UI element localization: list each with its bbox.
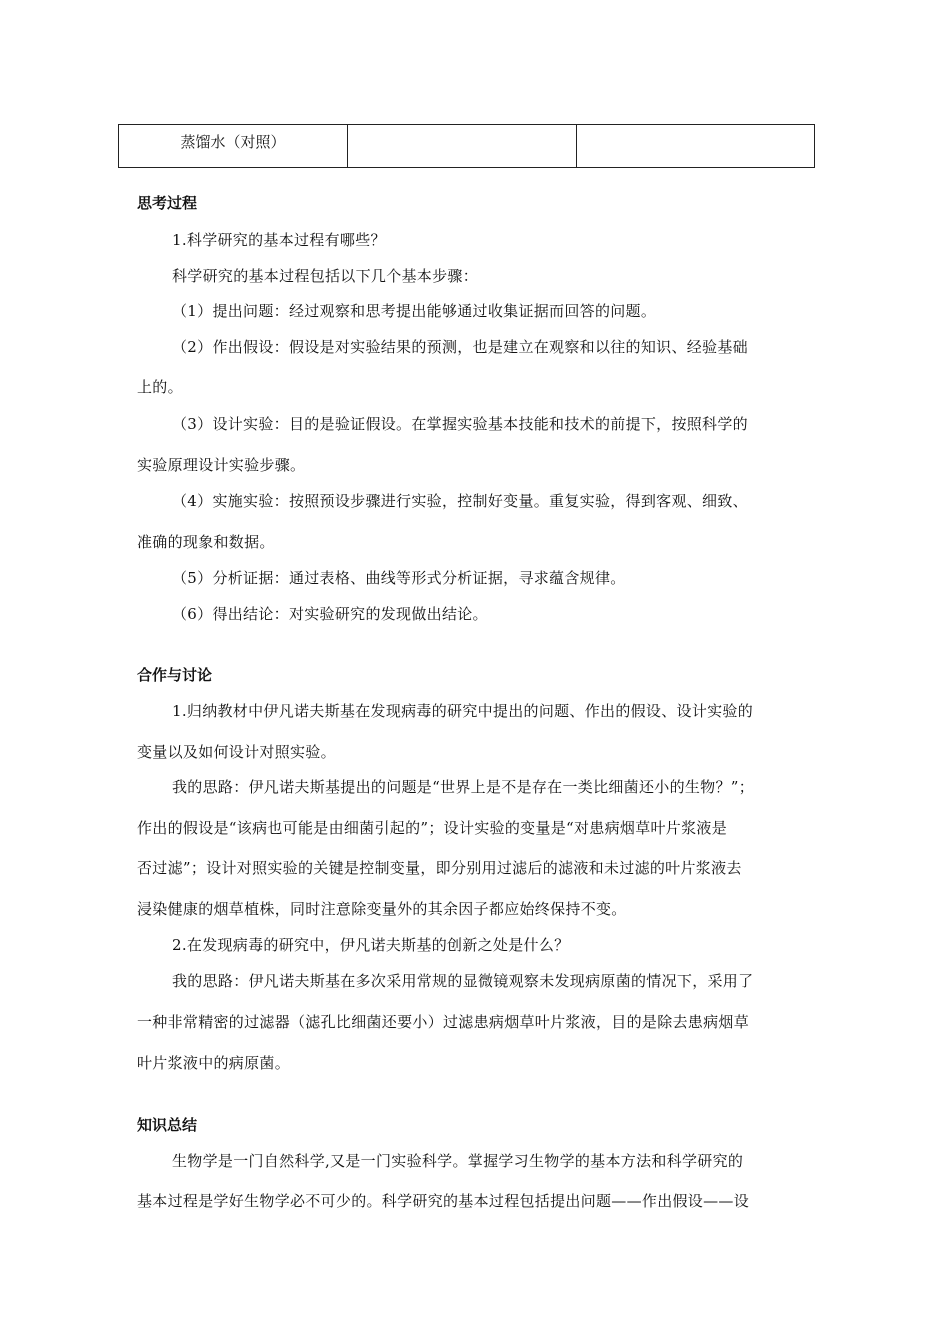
- table-cell: [577, 125, 815, 168]
- paragraph-line: 一种非常精密的过滤器（滤孔比细菌还要小）过滤患病烟草叶片浆液，目的是除去患病烟草: [137, 1013, 750, 1031]
- paragraph-line: 否过滤”；设计对照实验的关键是控制变量，即分别用过滤后的滤液和未过滤的叶片浆液去: [137, 859, 742, 877]
- paragraph-line: 实验原理设计实验步骤。: [137, 456, 306, 474]
- paragraph-line: 叶片浆液中的病原菌。: [137, 1054, 291, 1072]
- paragraph-line: 2.在发现病毒的研究中，伊凡诺夫斯基的创新之处是什么？: [172, 936, 570, 954]
- paragraph-line: 我的思路：伊凡诺夫斯基在多次采用常规的显微镜观察未发现病原菌的情况下，采用了: [172, 972, 754, 990]
- section-heading-summary: 知识总结: [137, 1116, 198, 1134]
- section-heading-discussion: 合作与讨论: [137, 666, 213, 684]
- paragraph-line: （3）设计实验：目的是验证假设。在掌握实验基本技能和技术的前提下，按照科学的: [172, 415, 748, 433]
- experiment-table: [118, 124, 815, 168]
- paragraph-line: 作出的假设是“该病也可能是由细菌引起的”；设计实验的变量是“对患病烟草叶片浆液是: [137, 819, 728, 837]
- paragraph-line: （6）得出结论：对实验研究的发现做出结论。: [172, 605, 488, 623]
- paragraph-line: 基本过程是学好生物学必不可少的。科学研究的基本过程包括提出问题——作出假设——设: [137, 1192, 750, 1210]
- table-cell: [348, 125, 577, 168]
- paragraph-line: 浸染健康的烟草植株，同时注意除变量外的其余因子都应始终保持不变。: [137, 900, 627, 918]
- paragraph-line: （2）作出假设：假设是对实验结果的预测，也是建立在观察和以往的知识、经验基础: [172, 338, 748, 356]
- paragraph-line: 上的。: [137, 378, 183, 396]
- paragraph-line: （4）实施实验：按照预设步骤进行实验，控制好变量。重复实验，得到客观、细致、: [172, 492, 748, 510]
- paragraph-line: 变量以及如何设计对照实验。: [137, 743, 336, 761]
- table-cell: 蒸馏水（对照）: [119, 125, 348, 168]
- paragraph-line: 生物学是一门自然科学,又是一门实验科学。掌握学习生物学的基本方法和科学研究的: [172, 1152, 744, 1170]
- table-row: [119, 125, 815, 168]
- paragraph-line: 准确的现象和数据。: [137, 533, 275, 551]
- paragraph-line: 我的思路：伊凡诺夫斯基提出的问题是“世界上是不是存在一类比细菌还小的生物？”；: [172, 778, 755, 796]
- paragraph-line: 1.归纳教材中伊凡诺夫斯基在发现病毒的研究中提出的问题、作出的假设、设计实验的: [172, 702, 754, 720]
- paragraph-line: （5）分析证据：通过表格、曲线等形式分析证据，寻求蕴含规律。: [172, 569, 626, 587]
- paragraph-line: 科学研究的基本过程包括以下几个基本步骤：: [172, 267, 479, 285]
- section-heading-thinking: 思考过程: [137, 194, 198, 212]
- paragraph-line: 1.科学研究的基本过程有哪些？: [172, 231, 386, 249]
- paragraph-line: （1）提出问题：经过观察和思考提出能够通过收集证据而回答的问题。: [172, 302, 657, 320]
